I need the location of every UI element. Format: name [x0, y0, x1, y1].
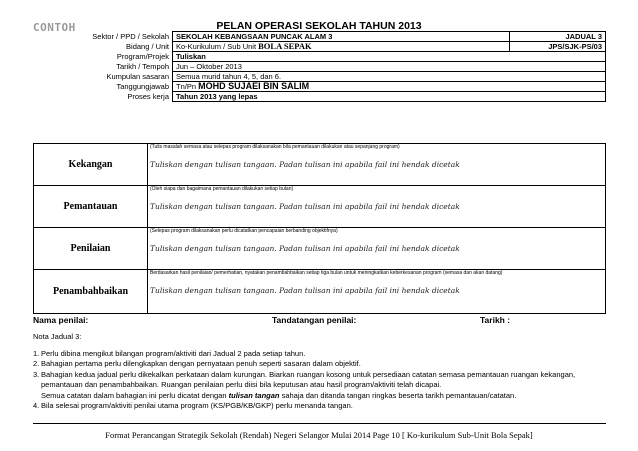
note-text: sahaja dan ditanda tangan ringkas beserta tarikh pemantauan/catatan.: [279, 390, 517, 400]
info-row: [33, 42, 606, 52]
note-text: Semua catatan dalam bahagian ini perlu dicatat dengan: [41, 390, 229, 400]
note-number: 3.: [33, 369, 40, 379]
eval-heading: Kekangan: [34, 144, 148, 186]
info-label: Sektor / PPD / Sekolah: [33, 32, 173, 42]
evaluation-table: [33, 143, 606, 314]
eval-cell[interactable]: [148, 144, 606, 186]
list-item: [33, 370, 613, 402]
eval-instruction: Berdasarkan hasil penilaian/ pemerhatian, nyatakan penambahbaikan setiap tiga bulan untuk meningkatkan keberkesanan program (semasa dan akan datang): [150, 270, 503, 276]
info-label: Kumpulan sasaran: [33, 72, 173, 82]
note-number: 1.: [33, 348, 40, 358]
info-value: Jun – Oktober 2013: [173, 62, 606, 72]
school-name: SEKOLAH KEBANGSAAN PUNCAK ALAM 3: [176, 32, 333, 41]
info-table: [33, 31, 606, 102]
list-item: [33, 359, 613, 370]
note-number: 4.: [33, 401, 40, 410]
info-value: Semua murid tahun 4, 5, dan 6.: [173, 72, 606, 82]
note-text: Bila selesai program/aktiviti penilai utama program (KS/PGB/KB/GKP) perlu menanda tangan.: [41, 401, 353, 410]
info-value: [173, 82, 606, 92]
eval-cell[interactable]: [148, 186, 606, 228]
eval-heading: Penilaian: [34, 228, 148, 270]
list-item: [33, 349, 613, 360]
info-code: JPS/SJK-PS/03: [510, 42, 606, 52]
eval-heading: Pemantauan: [34, 186, 148, 228]
evaluator-name-label: Nama penilai:: [33, 315, 89, 325]
notes-title: Nota Jadual 3:: [33, 332, 82, 341]
eval-cell[interactable]: [148, 228, 606, 270]
evaluator-signature-label: Tandatangan penilai:: [272, 315, 357, 325]
info-value: Tahun 2013 yang lepas: [173, 92, 606, 102]
eval-handwriting: Tuliskan dengan tulisan tangaan. Padan tulisan ini apabila fail ini hendak dicetak: [150, 202, 460, 211]
note-text: Bahagian kedua jadual perlu dikekalkan perkataan dalam kurungan. Biarkan ruangan kosong untuk persediaan catatan semasa pemantauan ruangan kekangan, pemantauan dan penambahbaikan. Ruangan penilaian perlu diisi bila keputusan atau hasil program/aktiviti telah dicapai.: [41, 369, 576, 389]
watermark-label: CONTOH: [33, 21, 76, 34]
info-row: [33, 32, 606, 42]
list-item: [33, 401, 613, 412]
eval-row: [34, 270, 606, 314]
note-text: Perlu dibina mengikut bilangan program/aktiviti dari Jadual 2 pada setiap tahun.: [41, 348, 306, 358]
page-title: PELAN OPERASI SEKOLAH TAHUN 2013: [216, 20, 422, 32]
info-value: [173, 42, 510, 52]
info-value-text: Tn/Pn: [176, 82, 199, 91]
eval-handwriting: Tuliskan dengan tulisan tangaan. Padan tulisan ini apabila fail ini hendak dicetak: [150, 286, 460, 295]
notes-list: [33, 349, 613, 412]
info-value: Tuliskan: [173, 52, 606, 62]
eval-handwriting: Tuliskan dengan tulisan tangaan. Padan tulisan ini apabila fail ini hendak dicetak: [150, 160, 460, 169]
info-label: Program/Projek: [33, 52, 173, 62]
note-text: Bahagian pertama perlu dilengkapkan dengan pernyataan penuh seperti sasaran dalam objektif.: [41, 359, 361, 368]
info-row: [33, 82, 606, 92]
footer-divider: [33, 423, 606, 424]
note-emphasis: tulisan tangan: [228, 390, 280, 400]
eval-row: [34, 186, 606, 228]
info-value-strong: BOLA SEPAK: [258, 41, 312, 51]
info-label: Bidang / Unit: [33, 42, 173, 52]
date-label: Tarikh :: [480, 315, 511, 325]
note-number: 2.: [33, 359, 40, 368]
info-row: [33, 72, 606, 82]
info-value-text: Ko-Kurikulum / Sub Unit: [176, 42, 259, 51]
info-label: Tanggungjawab: [33, 82, 173, 92]
eval-instruction: (Tulis masalah semasa atau selepas program dilaksanakan bila pemantauan dilakukan atau sepanjang program): [150, 144, 400, 150]
info-value-strong: MOHD SUJAEI BIN SALIM: [198, 81, 310, 91]
info-code: JADUAL 3: [510, 32, 606, 42]
eval-row: [34, 228, 606, 270]
page-footer: Format Perancangan Strategik Sekolah (Rendah) Negeri Selangor Mulai 2014 Page 10 [ Ko-kurikulum Sub-Unit Bola Sepak]: [105, 430, 533, 440]
info-row: [33, 92, 606, 102]
notes-section: [33, 332, 613, 412]
info-label: Tarikh / Tempoh: [33, 62, 173, 72]
info-row: [33, 62, 606, 72]
eval-heading: Penambahbaikan: [34, 270, 148, 314]
info-value: [173, 32, 510, 42]
eval-handwriting: Tuliskan dengan tulisan tangaan. Padan tulisan ini apabila fail ini hendak dicetak: [150, 244, 460, 253]
eval-instruction: (Selepas program dilaksanakan perlu dicatatkan pencapaian berbanding objektifnya): [150, 228, 338, 234]
eval-row: [34, 144, 606, 186]
info-label: Proses kerja: [33, 92, 173, 102]
info-row: [33, 52, 606, 62]
eval-cell[interactable]: [148, 270, 606, 314]
eval-instruction: (Oleh siapa dan bagaimana pemantauan dilakukan setiap bulan): [150, 186, 294, 192]
